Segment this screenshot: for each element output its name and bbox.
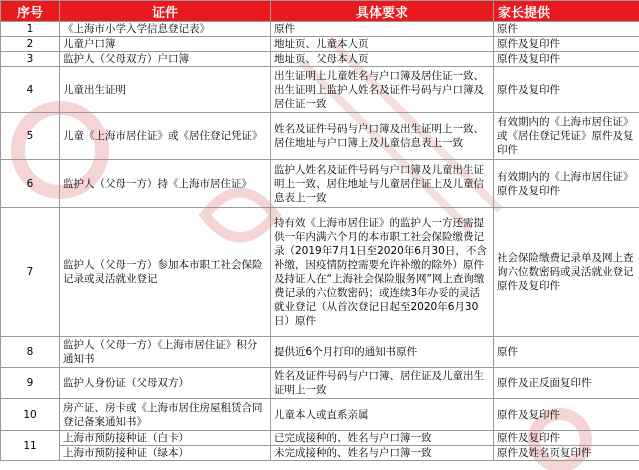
document-cell: 儿童出生证明: [60, 67, 271, 113]
document-cell: 监护人（父母一方）《上海市居住证》积分通知书: [60, 337, 271, 368]
table-row: [1, 67, 639, 113]
document-cell: 《上海市小学入学信息登记表》: [60, 22, 271, 37]
requirement-cell: 已完成接种的、姓名与户口簿一致: [271, 431, 494, 446]
column-header-parent: 家长提供: [494, 1, 639, 22]
requirement-cell: 姓名及证件号码与户口簿及出生证明上一致、居住地址与户口簿上及儿童信息表上一致: [271, 113, 494, 160]
parent-provide-cell: 原件及正反面复印件: [494, 368, 639, 399]
row-number: 1: [1, 22, 60, 37]
row-number: 10: [1, 399, 60, 431]
row-number: 9: [1, 368, 60, 399]
requirement-cell: 原件: [271, 22, 494, 37]
table-row: [1, 431, 639, 446]
table-row: [1, 52, 639, 67]
parent-provide-cell: 原件及复印件: [494, 67, 639, 113]
document-cell: 监护人（父母双方）户口簿: [60, 52, 271, 67]
row-number: 5: [1, 113, 60, 160]
table-row: [1, 160, 639, 208]
table-row: [1, 113, 639, 160]
requirement-cell: 地址页、父母本人页: [271, 52, 494, 67]
parent-provide-cell: 原件: [494, 22, 639, 37]
table-row: [1, 208, 639, 337]
column-header-document: 证件: [60, 1, 271, 22]
document-cell: 上海市预防接种证（绿本）: [60, 446, 271, 461]
row-number: 8: [1, 337, 60, 368]
parent-provide-cell: 原件及复印件: [494, 399, 639, 431]
parent-provide-cell: 原件: [494, 337, 639, 368]
document-cell: 房产证、房卡或《上海市居住房屋租赁合同登记备案通知书》: [60, 399, 271, 431]
table-row: [1, 446, 639, 461]
requirement-cell: 出生证明上儿童姓名与户口簿及居住证一致、出生证明上监护人姓名及证件号码与户口簿及居住证一致: [271, 67, 494, 113]
parent-provide-cell: 原件及复印件: [494, 431, 639, 446]
row-number: 11: [1, 431, 60, 461]
requirement-cell: 提供近6个月打印的通知书原件: [271, 337, 494, 368]
table-row: [1, 337, 639, 368]
row-number: 3: [1, 52, 60, 67]
row-number: 7: [1, 208, 60, 337]
document-cell: 上海市预防接种证（白卡）: [60, 431, 271, 446]
document-cell: 儿童户口簿: [60, 37, 271, 52]
parent-provide-cell: 有效期内的《上海市居住证》或《居住登记凭证》原件及复印件: [494, 113, 639, 160]
table-header-row: [1, 1, 639, 22]
document-cell: 儿童《上海市居住证》或《居住登记凭证》: [60, 113, 271, 160]
column-header-no: 序号: [1, 1, 60, 22]
parent-provide-cell: 有效期内的《上海市居住证》原件及复印件: [494, 160, 639, 208]
requirement-cell: 姓名及证件号码与户口簿、居住证及儿童出生证明上一致: [271, 368, 494, 399]
table-row: [1, 37, 639, 52]
parent-provide-cell: 原件及复印件: [494, 52, 639, 67]
row-number: 6: [1, 160, 60, 208]
requirement-cell: 儿童本人或直系亲属: [271, 399, 494, 431]
table-row: [1, 368, 639, 399]
document-cell: 监护人（父母一方）参加本市职工社会保险记录或灵活就业登记: [60, 208, 271, 337]
document-cell: 监护人身份证（父母双方）: [60, 368, 271, 399]
parent-provide-cell: 原件及复印件: [494, 37, 639, 52]
column-header-requirement: 具体要求: [271, 1, 494, 22]
requirement-cell: 未完成接种的、姓名与户口簿一致: [271, 446, 494, 461]
document-cell: 监护人（父母一方）持《上海市居住证》: [60, 160, 271, 208]
table-row: [1, 399, 639, 431]
requirement-cell: 持有效《上海市居住证》的监护人一方还需提供一年内满六个月的本市职工社会保险缴费记录（2019年7月1日至2020年6月30日，不含补缴，因疫情防控需要允许补缴的除外）原件及持证人在“上海社会保险服务网”网上查询缴费记录的六位数密码；或连续3年办妥的灵活就业登记（从首次登记日起至2020年6月30日）原件: [271, 208, 494, 337]
parent-provide-cell: 社会保险缴费记录单及网上查询六位数密码或灵活就业登记原件及复印件: [494, 208, 639, 337]
parent-provide-cell: 原件及姓名页复印件: [494, 446, 639, 461]
row-number: 4: [1, 67, 60, 113]
requirement-cell: 地址页、儿童本人页: [271, 37, 494, 52]
requirement-cell: 监护人姓名及证件号码与户口簿及儿童出生证明上一致、居住地址与儿童居住证上及儿童信息表上一致: [271, 160, 494, 208]
row-number: 2: [1, 37, 60, 52]
table-row: [1, 22, 639, 37]
